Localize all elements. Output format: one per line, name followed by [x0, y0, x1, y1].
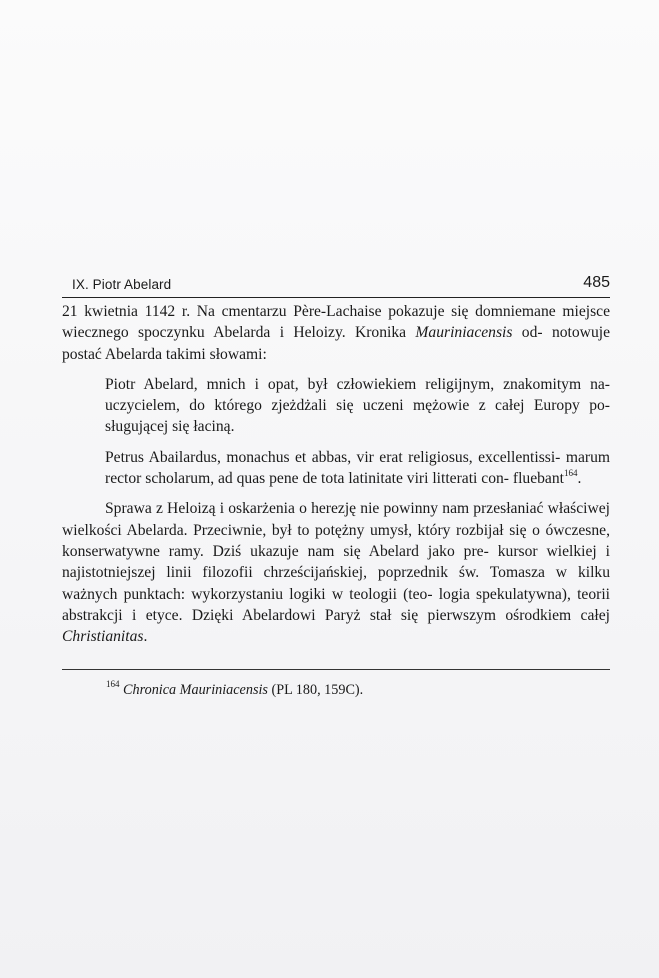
footnote	[106, 681, 606, 699]
p2-line-7: pierwszym ośrodkiem całej	[427, 606, 610, 624]
spacer	[62, 489, 610, 498]
p2-italic-term: Christianitas	[62, 628, 144, 646]
ql-line-3: fluebant	[512, 470, 564, 488]
p2-line-2: właściwej wielkości Abelarda. Przeciwnie, był to potężny umysł, który rozbijał	[62, 500, 610, 539]
footnote-source-title: Chronica Mauriniacensis	[123, 682, 268, 698]
p1-line-1: 21 kwietnia 1142 r. Na cmentarzu Père-Lachaise pokazuje się domniemane	[62, 303, 556, 320]
footnote-reference: 164	[563, 467, 578, 478]
ql-line-2: marum rector scholarum, ad quas pene de tota latinitate viri litterati con-	[105, 448, 610, 488]
p2-line-1: Sprawa z Heloizą i oskarżenia o herezję nie powinny nam przesłaniać	[105, 500, 544, 518]
p1-line-3: notowuje postać Abelarda takimi słowami:	[62, 324, 610, 363]
p1-line-2: miejsce wiecznego spoczynku Abelarda i Heloizy. Kronika	[62, 303, 610, 342]
p2-line-6: logia spekulatywna), teorii abstrakcji i etyce. Dzięki Abelardowi Paryż stał się	[62, 585, 610, 624]
spacer	[62, 365, 610, 374]
footnote-rule	[62, 669, 610, 670]
p2-line-7-end: .	[143, 628, 148, 646]
p2-line-3: się o ówczesne, konserwatywne ramy. Dziś ukazuje nam się Abelard jako pre-	[62, 521, 610, 560]
p1-line-2-end: od-	[512, 324, 543, 342]
ql-line-1: Petrus Abailardus, monachus et abbas, vir erat religiosus, excellentissi-	[105, 448, 561, 466]
footnote-number: 164	[106, 679, 120, 690]
paragraph-2	[62, 498, 610, 647]
qp-line-2: uczycielem, do którego zjeżdżali się uczeni mężowie z całej Europy po-	[105, 397, 610, 415]
qp-line-1: Piotr Abelard, mnich i opat, był człowiekiem religijnym, znakomitym na-	[105, 375, 610, 393]
body-text	[62, 301, 610, 647]
qp-line-3: sługującej się łaciną.	[105, 418, 235, 436]
running-head	[62, 274, 610, 296]
p1-italic-title: Mauriniacensis	[415, 324, 513, 342]
chapter-title: IX. Piotr Abelard	[72, 277, 172, 292]
spacer	[62, 438, 610, 447]
ql-line-3-end: .	[577, 470, 582, 488]
quote-latin	[105, 447, 610, 490]
p2-line-5: św. Tomasza w kilku ważnych punktach: wykorzystaniu logiki w teologii (teo-	[62, 564, 610, 603]
footnote-citation: (PL 180, 159C).	[267, 682, 364, 698]
p2-line-4: kursor wielkiej i najistotniejszej linii filozofii chrześcijańskiej, poprzednik	[62, 542, 610, 582]
paragraph-1	[62, 301, 610, 365]
header-rule	[62, 297, 610, 298]
quote-polish	[105, 374, 610, 438]
page-number: 485	[583, 274, 610, 291]
